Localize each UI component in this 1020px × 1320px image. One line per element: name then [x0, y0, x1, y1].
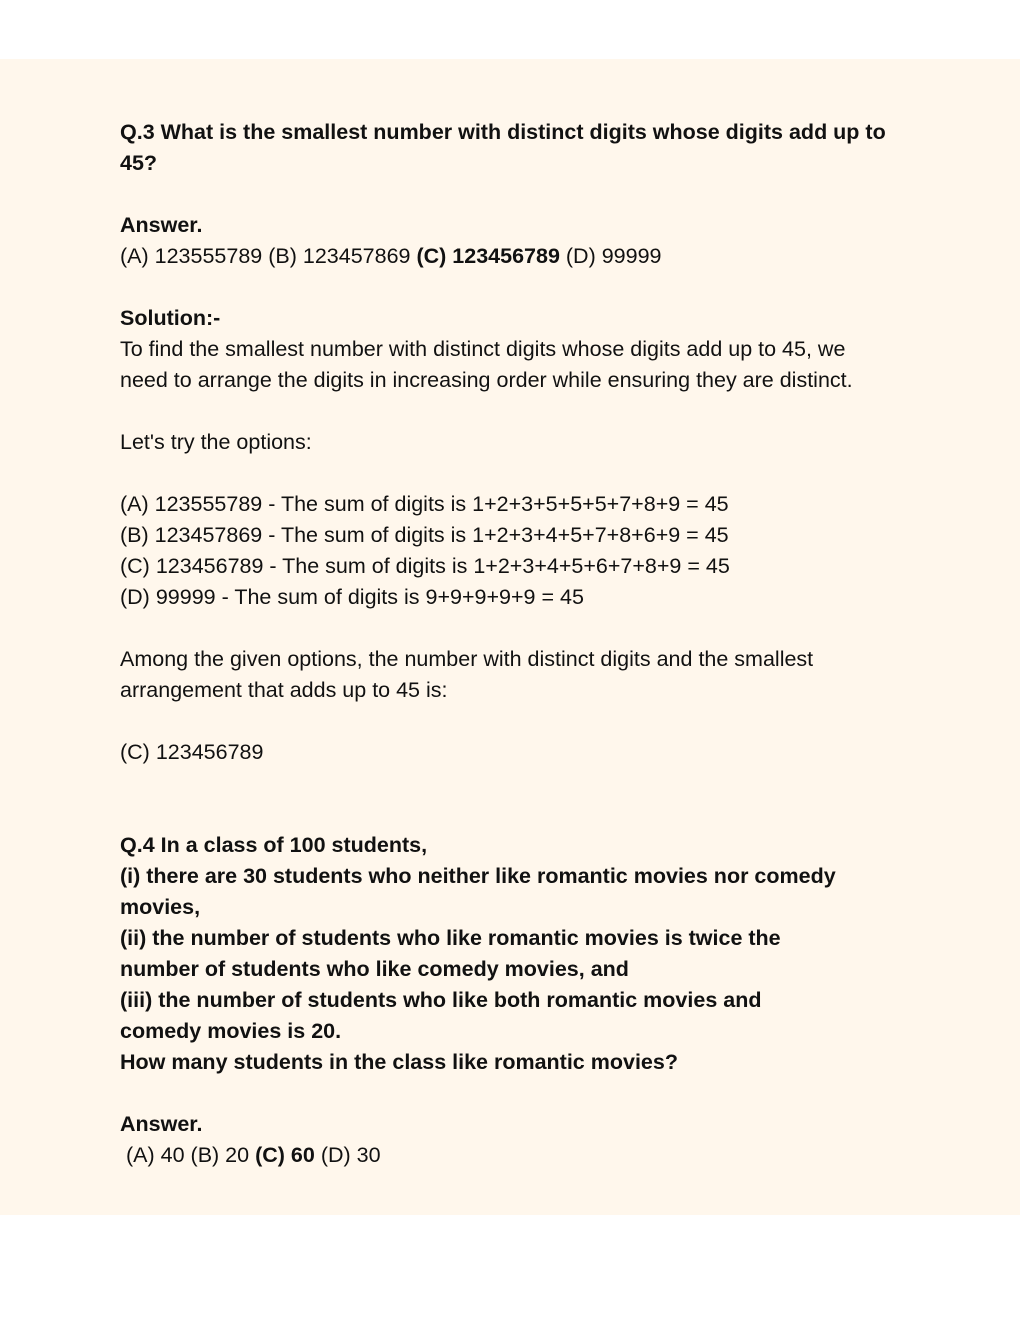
document-content	[120, 117, 910, 1171]
q3-solution-intro: To find the smallest number with distinct digits whose digits add up to 45, we need to arrange the digits in increasing order while ensuring they are distinct.	[120, 337, 853, 392]
q3-answer-label: Answer.	[120, 213, 203, 237]
spacer	[120, 799, 910, 830]
q3-option-a: (A) 123555789	[120, 244, 263, 268]
q3-question: Q.3 What is the smallest number with distinct digits whose digits add up to 45?	[120, 120, 886, 175]
q4-answer-options	[120, 1140, 910, 1171]
q4-option-c-correct: (C) 60	[255, 1143, 315, 1167]
q4-question-line-2: (i) there are 30 students who neither like romantic movies nor comedy movies,	[120, 864, 836, 919]
q4-answer-label: Answer.	[120, 1112, 203, 1136]
spacer	[120, 768, 910, 799]
q3-check-a: (A) 123555789 - The sum of digits is 1+2+3+5+5+5+7+8+9 = 45	[120, 492, 729, 516]
q4-question-line-5: How many students in the class like romantic movies?	[120, 1050, 678, 1074]
q3-check-c: (C) 123456789 - The sum of digits is 1+2+3+4+5+6+7+8+9 = 45	[120, 554, 730, 578]
q4-option-b: (B) 20	[190, 1143, 250, 1167]
q3-solution-label: Solution:-	[120, 306, 221, 330]
spacer	[120, 706, 910, 737]
q3-check-b: (B) 123457869 - The sum of digits is 1+2+3+4+5+7+8+6+9 = 45	[120, 523, 729, 547]
q4-option-a: (A) 40	[126, 1143, 185, 1167]
spacer	[120, 1078, 910, 1109]
q3-option-b: (B) 123457869	[268, 244, 411, 268]
spacer	[120, 272, 910, 303]
q4-question-line-3: (ii) the number of students who like romantic movies is twice the number of students who like comedy movies, and	[120, 926, 781, 981]
spacer	[120, 613, 910, 644]
spacer	[120, 396, 910, 427]
q3-option-d: (D) 99999	[565, 244, 662, 268]
q4-option-d: (D) 30	[320, 1143, 381, 1167]
spacer	[120, 179, 910, 210]
q3-conclusion: Among the given options, the number with distinct digits and the smallest arrangement that adds up to 45 is:	[120, 647, 814, 702]
q3-answer-options	[120, 241, 910, 272]
q4-question-line-1: Q.4 In a class of 100 students,	[120, 833, 428, 857]
q3-try-options: Let's try the options:	[120, 430, 312, 454]
spacer	[120, 458, 910, 489]
q4-question-line-4: (iii) the number of students who like both romantic movies and comedy movies is 20.	[120, 988, 762, 1043]
q3-check-d: (D) 99999 - The sum of digits is 9+9+9+9+9 = 45	[120, 585, 584, 609]
q3-final-answer: (C) 123456789	[120, 740, 264, 764]
q3-option-c-correct: (C) 123456789	[416, 244, 560, 268]
